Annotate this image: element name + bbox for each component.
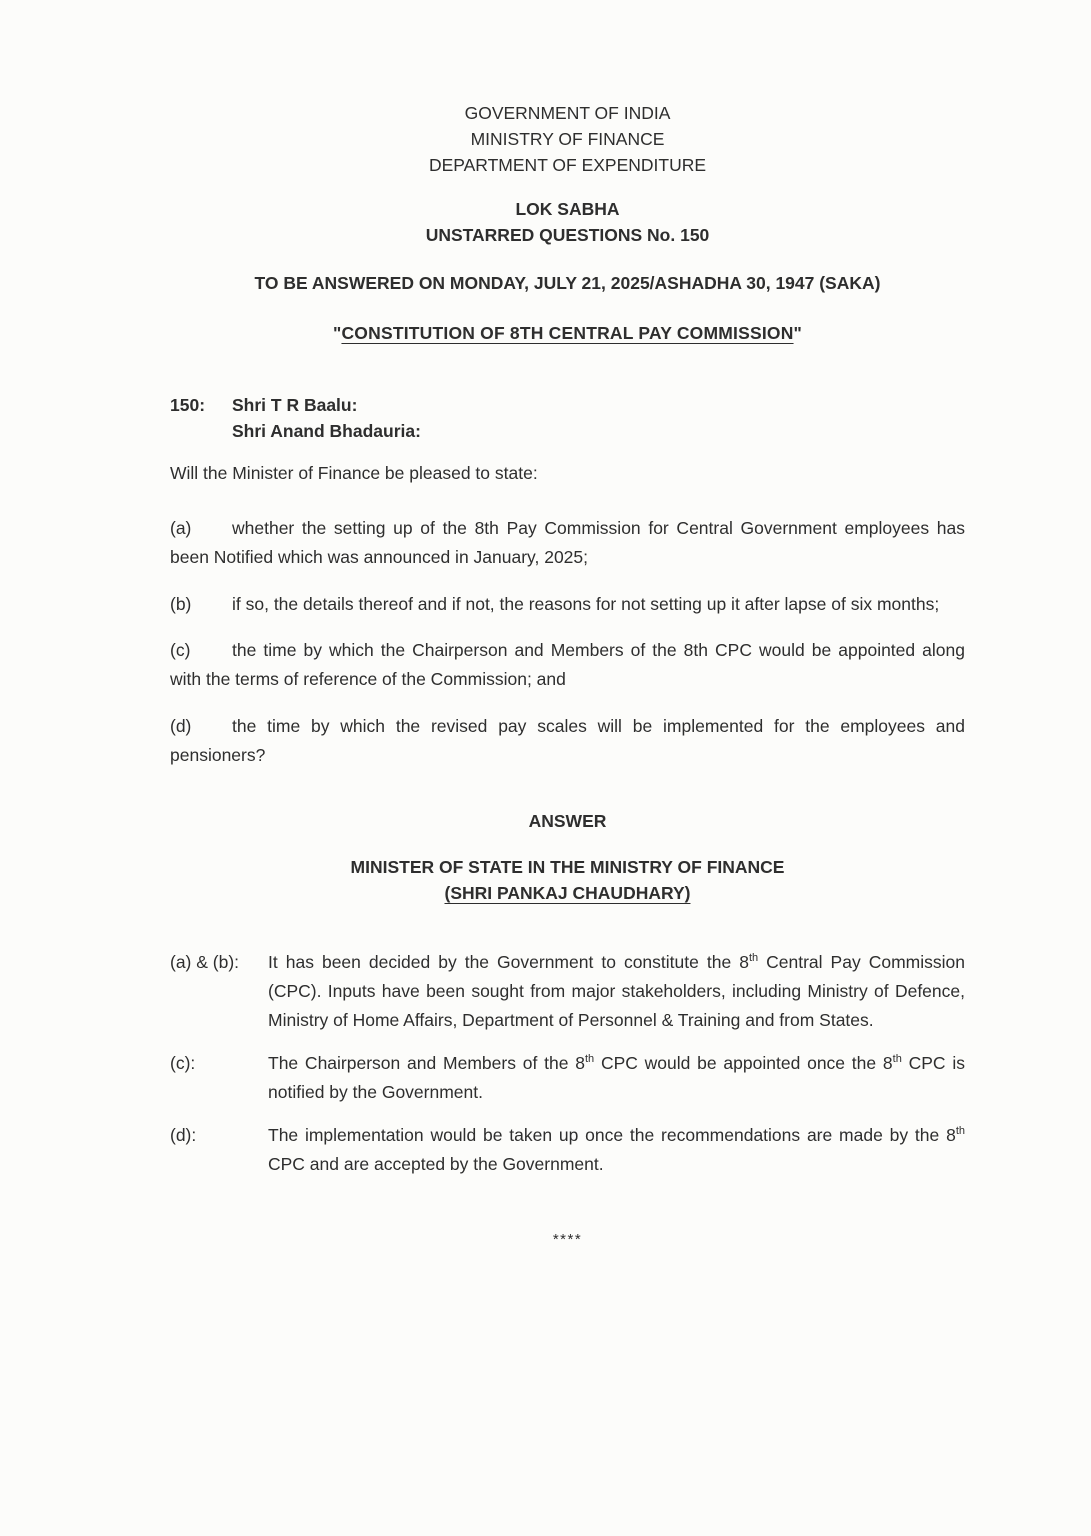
question-item-d [170,712,965,770]
answer-date-line: TO BE ANSWERED ON MONDAY, JULY 21, 2025/ASHADHA 30, 1947 (SAKA) [254,273,881,293]
answer-item-c [170,1049,965,1107]
org-line-3: DEPARTMENT OF EXPENDITURE [428,155,707,175]
house-name: LOK SABHA [515,199,620,219]
answer-c-seg2: CPC would be appointed once the 8 [594,1052,893,1073]
answer-ab-sup1: th [748,951,759,964]
answer-c-sup2: th [892,1052,902,1065]
answer-ab-seg1: It has been decided by the Government to constitute the 8 [268,951,749,972]
question-item-c [170,636,965,694]
question-item-b [170,590,965,619]
answer-item-c-label: (c): [170,1052,196,1073]
member-name-2: Shri Anand Bhadauria: [232,421,421,441]
answer-item-d-label: (d): [170,1124,197,1145]
answer-item-ab-label: (a) & (b): [170,951,240,972]
minister-name: (SHRI PANKAJ CHAUDHARY) [444,882,691,903]
answer-d-sup1: th [955,1124,965,1137]
question-item-c-text: the time by which the Chairperson and Members of the 8th CPC would be appointed along with the terms of reference of the Commission; and [170,640,965,689]
question-item-b-label: (b) [170,593,192,614]
answer-item-ab [170,948,965,1035]
answer-heading: ANSWER [528,810,607,831]
question-item-d-text: the time by which the revised pay scales will be implemented for the employees and pensioners? [170,715,965,765]
answer-item-ab-text [268,948,965,1035]
answer-ab-seg2: Central Pay Commission (CPC). Inputs have been sought from major stakeholders, including Ministry of Defence, Ministry of Home Affairs, Department of Personnel & Training and from States. [268,951,965,1030]
answer-d-seg1: The implementation would be taken up once the recommendations are made by the 8 [268,1124,956,1145]
question-number: 150: [170,395,206,415]
answer-d-seg2: CPC and are accepted by the Government. [268,1153,604,1174]
question-item-b-text: if so, the details thereof and if not, the reasons for not setting up it after lapse of six months; [232,593,940,614]
question-item-c-label: (c) [170,640,191,660]
question-number-line: UNSTARRED QUESTIONS No. 150 [425,225,710,245]
title-text: CONSTITUTION OF 8TH CENTRAL PAY COMMISSION [341,323,794,343]
question-item-a-label: (a) [170,518,192,538]
title-open-quote: " [332,323,342,343]
answer-c-seg3: CPC is notified by the Government. [268,1052,965,1102]
answer-c-seg1: The Chairperson and Members of the 8 [268,1052,585,1073]
answer-item-c-text [268,1049,965,1107]
member-names [232,392,421,444]
document-title [170,320,965,346]
answer-c-sup1: th [584,1052,595,1065]
question-header [170,392,965,444]
question-item-a-text: whether the setting up of the 8th Pay Commission for Central Government employees has been Notified which was announced in January, 2025; [170,518,965,567]
minister-block [170,854,965,906]
member-name-1: Shri T R Baalu: [232,395,358,415]
answer-item-d [170,1121,965,1179]
question-item-d-label: (d) [170,715,192,736]
house-block [170,196,965,248]
letterhead [170,100,965,178]
title-close-quote: " [793,323,803,343]
org-line-1: GOVERNMENT OF INDIA [464,103,671,123]
answer-item-d-text [268,1121,965,1179]
question-item-a [170,514,965,572]
minister-title: MINISTER OF STATE IN THE MINISTRY OF FINANCE [350,856,785,877]
end-marker: **** [552,1230,583,1248]
question-intro: Will the Minister of Finance be pleased to state: [170,463,538,483]
org-line-2: MINISTRY OF FINANCE [470,129,665,149]
